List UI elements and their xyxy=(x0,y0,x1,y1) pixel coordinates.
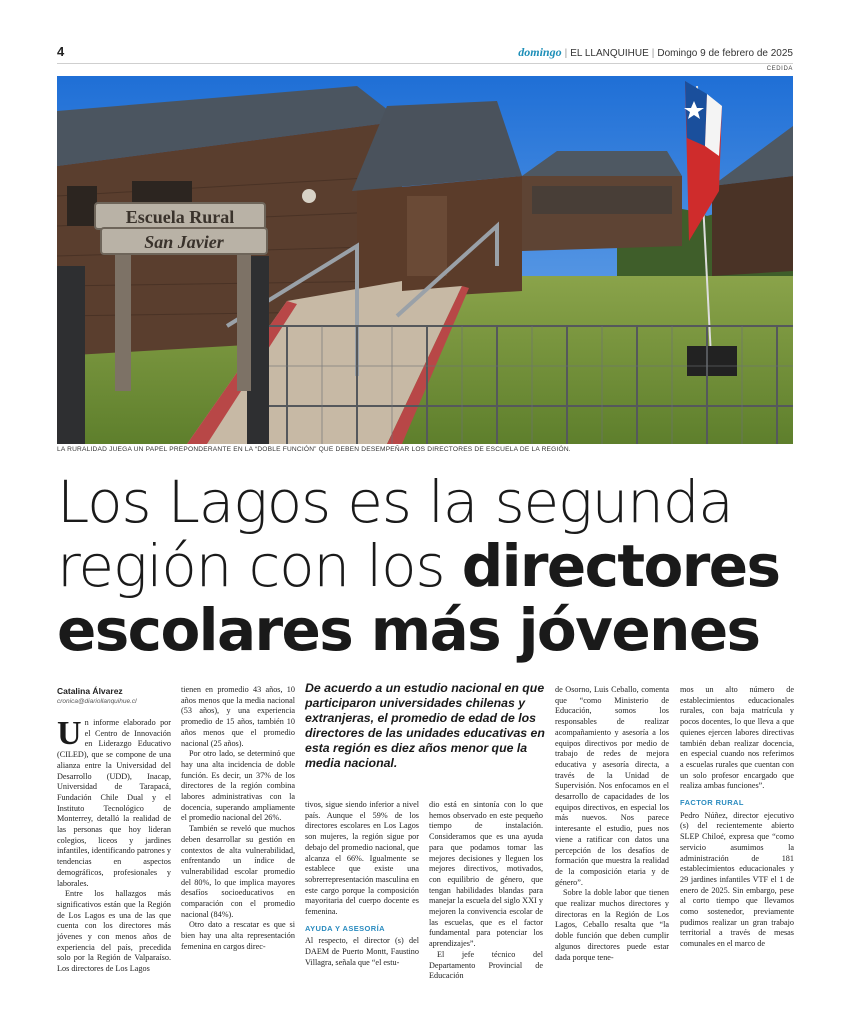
subhead-factor-rural: FACTOR RURAL xyxy=(680,798,744,808)
author-email: cronica@diariollanquihue.cl xyxy=(57,698,137,705)
article-lead: De acuerdo a un estudio nacional en que participaron universidades chilenas y extranjeras, el promedio de edad de los directores de las unidades educativas en esta región es diez años menor que la media nacional. xyxy=(305,681,545,770)
page-number: 4 xyxy=(57,44,65,59)
page-header xyxy=(57,42,793,64)
issue-date: Domingo 9 de febrero de 2025 xyxy=(657,48,793,59)
article-column-4 xyxy=(429,800,543,982)
author-name: Catalina Álvarez xyxy=(57,686,123,696)
headline-light: Los Lagos es la segunda región con los xyxy=(57,468,733,600)
column-3-paragraph-2: Al respecto, el director (s) del DAEM de Puerto Montt, Faustino Villagra, señala que “el estu- xyxy=(305,936,419,967)
newspaper-name: EL LLANQUIHUE xyxy=(570,48,649,59)
column-4-paragraph-1: dio está en sintonía con lo que hemos observado en este pequeño tiempo de instalación. Consideramos que es una ayuda para que podamos tomar las mejores decisiones y lleguen los mejores directivos, motivados, con equilibrio de género, que tengan habilidades blandas para manejar la escuela del siglo XXI y mejoren la convivencia escolar de las escuelas, que es el factor fundamental para potenciar los aprendizajes”. xyxy=(429,800,543,949)
column-3-paragraph-1: tivos, sigue siendo inferior a nivel país. Aunque el 59% de los directores escolares en Los Lagos son mujeres, la región sigue por debajo del promedio nacional, que alcanza el 66%. Igualmente se establece que existe una sobrerrepresentación masculina en este cargo porque la composición mayoritaria del cuerpo docente es femenina. xyxy=(305,800,419,917)
column-1-paragraph-2: Entre los hallazgos más significativos están que la Región de Los Lagos es una de las que cuenta con los directores más jóvenes y con menos años de experiencia del país, precedida solo por la Región de Valparaíso. Los directores de Los Lagos xyxy=(57,889,171,974)
article-column-6 xyxy=(680,685,794,950)
subhead-ayuda: AYUDA Y ASESORÍA xyxy=(305,923,385,933)
column-2-paragraph-4: Otro dato a rescatar es que si bien hay una alta representación femenina en cargos direc- xyxy=(181,920,295,951)
sign-text-line2: San Javier xyxy=(144,232,224,252)
photo-credit: CEDIDA xyxy=(766,66,793,72)
column-6-paragraph-2: Pedro Núñez, director ejecutivo (s) del recientemente abierto SLEP Chiloé, expresa que “como servicio asumimos la administración de 181 establecimientos educacionales y 29 jardines infantiles VTF el 1 de enero de 2025. Sin embargo, pese al corto tiempo que llevamos como sostenedor, previamente pudimos realizar un gran trabajo territorial a través de mesas comunales en el marco de xyxy=(680,810,794,949)
school-photo xyxy=(57,76,793,444)
article-column-2 xyxy=(181,685,295,953)
column-2-paragraph-1: tienen en promedio 43 años, 10 años menos que la media nacional (53 años), y una experiencia promedio de 15 años, también 10 años menos que el promedio nacional (25 años). xyxy=(181,685,295,748)
column-2-paragraph-2: Por otro lado, se determinó que hay una alta incidencia de doble función. Es decir, un 37% de los directores de la región combina labores administrativas con la docencia, superando ampliamente el promedio nacional del 26%. xyxy=(181,749,295,823)
sign-text-line1: Escuela Rural xyxy=(125,207,235,227)
column-1-paragraph-1: n informe elaborado por el Centro de Innovación en Liderazgo Educativo (CILED), que se compone de una alianza entre la Universidad del Desarrollo (UDD), Inacap, Universidad de Tarapacá, Fundación Chile Dual y el Instituto Tecnológico de Monterrey, detalló la realidad de las personas que hoy lideran colegios, liceos y jardines infantiles, identificando patrones y tendencias en aspectos demográficos, profesionales y laborales. xyxy=(57,718,171,888)
section-name: domingo xyxy=(518,45,562,59)
column-2-paragraph-3: También se reveló que muchos deben desarrollar su gestión en contextos de alta vulnerabilidad, enfrentando un índice de vulnerabilidad escolar promedio del 80%, lo que implica mayores desafíos socioeducativos en comparación con el promedio nacional (84%). xyxy=(181,824,295,919)
headline-bold: directores escolares más jóvenes xyxy=(57,532,780,664)
column-4-paragraph-2: El jefe técnico del Departamento Provincial de Educación xyxy=(429,949,543,981)
column-6-paragraph-1: mos un alto número de establecimientos educacionales rurales, con baja matrícula y pocos docentes, lo que lleva a que quienes ejercen labores directivas también deban realizar docencia, en especial cuando nos referimos a escuelas rurales que cuentan con un solo profesor encargado que realiza ambas funciones”. xyxy=(680,685,794,791)
drop-cap: U xyxy=(57,715,82,752)
headline xyxy=(57,470,817,662)
column-5-paragraph-1: de Osorno, Luis Ceballo, comenta que “como Ministerio de Educación, somos los responsables de realizar acompañamiento y asesoría a los equipos directivos por medio de trabajo de redes de mejora educativa y asesoría directa, a través de la Unidad de Supervisión. Nos enfocamos en el desarrollo de capacidades de los equipos directivos, en especial los más nuevos. Nos parece interesante el estudio, pues nos viene a ratificar con datos una percepción de los desafíos de formación que muestra la realidad de la composición etaria y de género”. xyxy=(555,685,669,887)
column-5-paragraph-2: Sobre la doble labor que tienen que realizar muchos directores y directoras en la Región de Los Lagos, Ceballo resalta que “la doble función que deben cumplir algunos directores puede estar dada porque tene- xyxy=(555,888,669,962)
article-column-3 xyxy=(305,800,419,969)
masthead: domingo | EL LLANQUIHUE | Domingo 9 de febrero de 2025 xyxy=(518,45,793,59)
article-column-1 xyxy=(57,715,171,975)
photo-caption: LA RURALIDAD JUEGA UN PAPEL PREPONDERANTE EN LA “DOBLE FUNCIÓN” QUE DEBEN DESEMPEÑAR LOS DIRECTORES DE ESCUELA DE LA REGIÓN. xyxy=(57,446,571,453)
article-column-5 xyxy=(555,685,669,963)
byline xyxy=(57,686,172,705)
